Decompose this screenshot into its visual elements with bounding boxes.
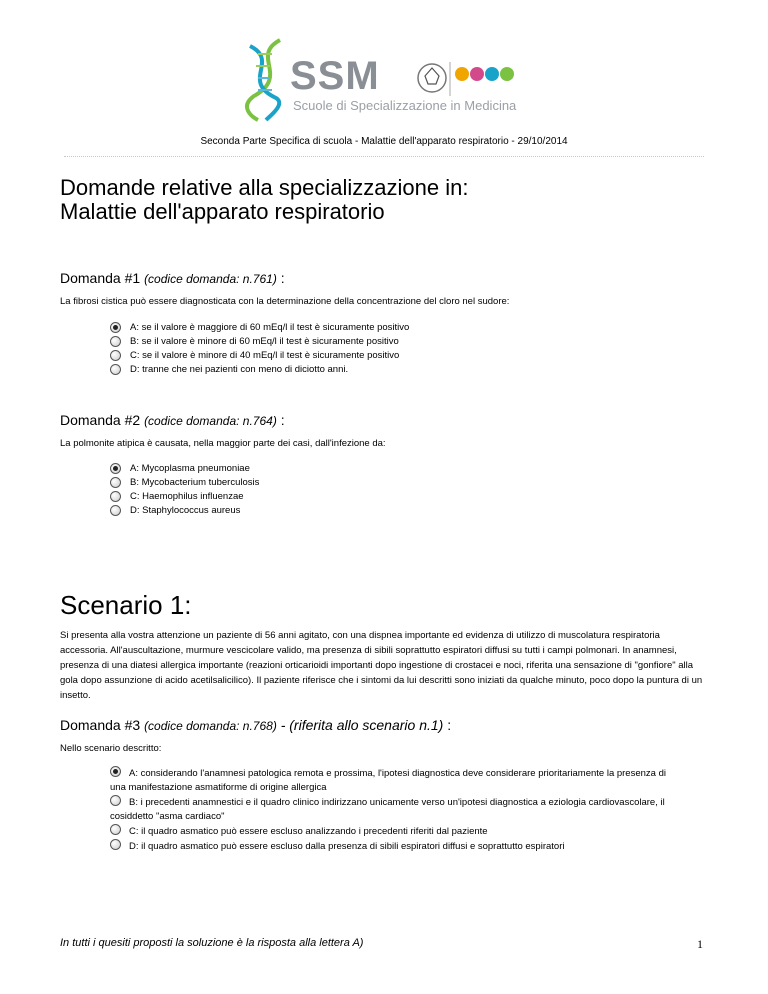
question-ref: - (riferita allo scenario n.1) [276, 717, 444, 733]
option-c[interactable] [110, 349, 650, 363]
option-label: A: considerando l'anamnesi patologica remota e prossima, l'ipotesi diagnostica deve considerare prioritariamente la presenza di una manifestazione asmatiforme di origine allergica [110, 768, 666, 793]
option-c[interactable] [110, 824, 670, 839]
option-label: B: se il valore è minore di 60 mEq/l il test è sicuramente positivo [130, 336, 399, 347]
radio-icon[interactable] [110, 824, 121, 835]
radio-checked-icon[interactable] [110, 463, 121, 474]
option-d[interactable] [110, 504, 650, 518]
option-label: D: Staphylococcus aureus [130, 505, 241, 516]
question-2-text: La polmonite atipica è causata, nella maggior parte dei casi, dall'infezione da: [60, 438, 386, 449]
question-2-options [110, 462, 650, 518]
radio-checked-icon[interactable] [110, 322, 121, 333]
option-c[interactable] [110, 490, 650, 504]
option-label: D: il quadro asmatico può essere escluso dalla presenza di sibili espiratori diffusi e soprattutto espiratori [129, 841, 565, 852]
option-b[interactable] [110, 795, 670, 824]
page-title [60, 176, 468, 224]
option-label: A: se il valore è maggiore di 60 mEq/l il test è sicuramente positivo [130, 322, 410, 333]
question-code: (codice domanda: n.768) [144, 719, 277, 733]
question-code: (codice domanda: n.764) [144, 414, 277, 428]
header-divider [64, 156, 704, 157]
ssm-logo [240, 36, 540, 122]
option-label: C: Haemophilus influenzae [130, 491, 244, 502]
question-label: Domanda #3 [60, 717, 141, 733]
radio-icon[interactable] [110, 795, 121, 806]
option-d[interactable] [110, 839, 670, 854]
question-suffix: : [276, 270, 285, 286]
radio-icon[interactable] [110, 364, 121, 375]
question-3-title [60, 717, 451, 733]
question-code: (codice domanda: n.761) [144, 272, 277, 286]
question-label: Domanda #2 [60, 412, 141, 428]
question-suffix: : [276, 412, 285, 428]
question-suffix: : [443, 717, 452, 733]
option-label: C: se il valore è minore di 40 mEq/l il test è sicuramente positivo [130, 350, 400, 361]
document-header: Seconda Parte Specifica di scuola - Malattie dell'apparato respiratorio - 29/10/2014 [200, 136, 568, 147]
page-number: 1 [697, 937, 703, 951]
option-label: A: Mycoplasma pneumoniae [130, 463, 250, 474]
radio-icon[interactable] [110, 477, 121, 488]
scenario-text: Si presenta alla vostra attenzione un paziente di 56 anni agitato, con una dispnea importante ed evidenza di utilizzo di muscolatura respiratoria accessoria. All'auscultazione, murmure vescicolare valido, ma presenza di sibili soprattutto espiratori diffusi su tutti i campi polmonari. In anamnesi, presenza di una diatesi allergica importante (reazioni orticarioidi importanti dopo ingestione di crostacei e noci, riferita una sensazione di "gonfiore" alla gola dopo assunzione di acido acetilsalicilico). Il paziente riferisce che i sintomi da lui descritti sono iniziati da qualche minuto, poco dopo la puntura di un insetto. [60, 630, 703, 701]
option-d[interactable] [110, 363, 650, 377]
question-label: Domanda #1 [60, 270, 141, 286]
option-a[interactable] [110, 766, 670, 795]
option-b[interactable] [110, 476, 650, 490]
option-label: C: il quadro asmatico può essere escluso analizzando i precedenti riferiti dal paziente [129, 826, 488, 837]
question-3-text: Nello scenario descritto: [60, 743, 162, 754]
page-title-line1: Domande relative alla specializzazione in: [60, 175, 469, 200]
radio-icon[interactable] [110, 350, 121, 361]
option-label: B: i precedenti anamnestici e il quadro clinico indirizzano unicamente verso un'ipotesi diagnostica a eziologia cardiovascolare, il cosiddetto "asma cardiaco" [110, 797, 665, 822]
question-1-text: La fibrosi cistica può essere diagnosticata con la determinazione della concentrazione del cloro nel sudore: [60, 296, 510, 307]
radio-icon[interactable] [110, 336, 121, 347]
page-title-line2: Malattie dell'apparato respiratorio [60, 199, 385, 224]
footer-note: In tutti i quesiti proposti la soluzione è la risposta alla lettera A) [60, 937, 364, 949]
option-label: B: Mycobacterium tuberculosis [130, 477, 260, 488]
question-1-options [110, 321, 650, 377]
question-3-options [110, 766, 670, 854]
radio-icon[interactable] [110, 505, 121, 516]
radio-icon[interactable] [110, 491, 121, 502]
option-a[interactable] [110, 462, 650, 476]
question-2-title [60, 412, 285, 428]
option-a[interactable] [110, 321, 650, 335]
radio-checked-icon[interactable] [110, 766, 121, 777]
option-label: D: tranne che nei pazienti con meno di diciotto anni. [130, 364, 349, 375]
option-b[interactable] [110, 335, 650, 349]
logo-subtitle: Scuole di Specializzazione in Medicina [293, 98, 517, 113]
question-1-title [60, 270, 285, 286]
logo-ssm-text: SSM [290, 54, 380, 98]
radio-icon[interactable] [110, 839, 121, 850]
scenario-title: Scenario 1: [60, 590, 192, 620]
